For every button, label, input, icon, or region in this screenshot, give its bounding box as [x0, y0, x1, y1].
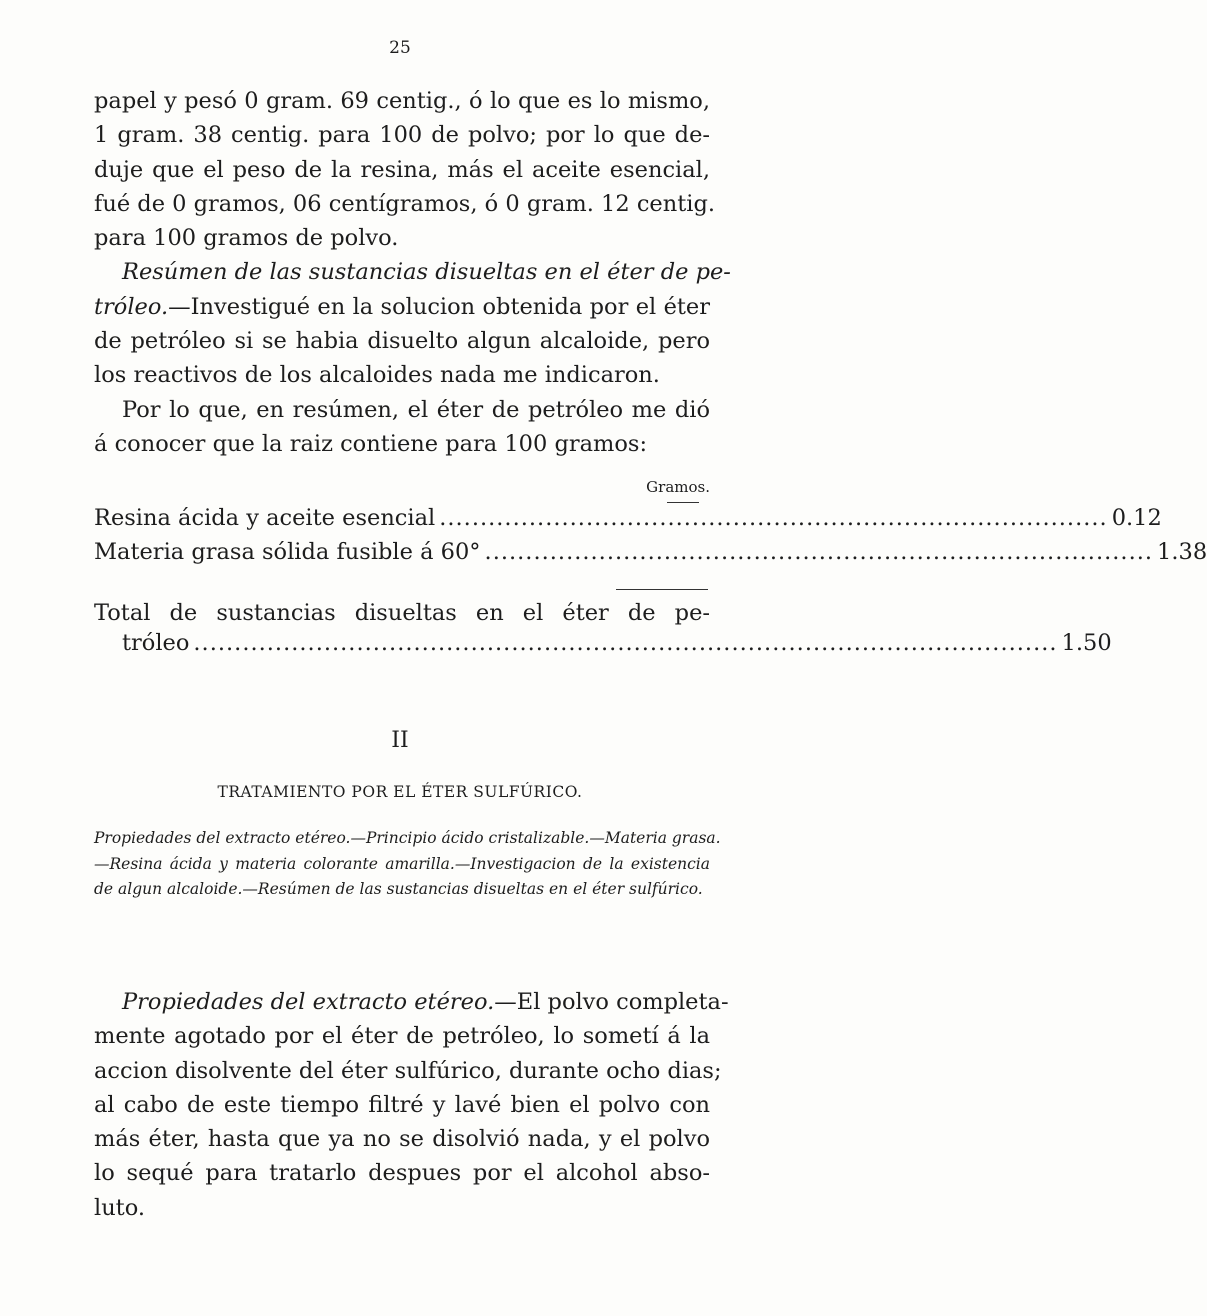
text-line: papel y pesó 0 gram. 69 centig., ó lo que es lo mismo, [94, 88, 710, 114]
leader-dots: .................................................................................. [484, 539, 1154, 565]
text-line: duje que el peso de la resina, más el aceite esencial, [94, 156, 710, 183]
total-text [94, 596, 710, 630]
page-number: 25 [389, 38, 411, 58]
row-value: 1.50 [1061, 630, 1112, 656]
text-line: 1 gram. 38 centig. para 100 de polvo; por lo que de- [94, 122, 710, 149]
section-heading-italic: Resúmen de las sustancias disueltas en el éter de pe- [122, 259, 731, 286]
text-fragment: —Investigué en la solucion obtenida por el éter [168, 293, 710, 320]
text-line [94, 985, 729, 1019]
text-line: lo sequé para tratarlo despues por el alcohol abso- [94, 1160, 710, 1187]
sum-rule [616, 589, 708, 590]
text-line: para 100 gramos de polvo. [94, 225, 399, 252]
section-number: II [391, 728, 409, 753]
row-value: 0.12 [1111, 505, 1162, 531]
leader-dots: .................................................................................. [439, 505, 1108, 531]
row-value: 1.38 [1157, 539, 1207, 565]
units-header: Gramos. [646, 478, 710, 496]
text-fragment: —El polvo completa- [494, 989, 729, 1015]
text-line: los reactivos de los alcaloides nada me indicaron. [94, 362, 660, 389]
table-row [94, 539, 1207, 573]
text-line: más éter, hasta que ya no se disolvió nada, y el polvo [94, 1126, 710, 1153]
summary-line: de algun alcaloide.—Resúmen de las sustancias disueltas en el éter sulfúrico. [94, 880, 703, 898]
summary-line: Propiedades del extracto etéreo.—Principio ácido cristalizable.—Materia grasa. [94, 829, 721, 847]
text-line: accion disolvente del éter sulfúrico, durante ocho dias; [94, 1057, 722, 1084]
leader-dots: .......................................................................................................... [193, 630, 1058, 656]
text-line [94, 255, 731, 289]
main-text-2 [94, 985, 729, 1225]
text-line: fué de 0 gramos, 06 centígramos, ó 0 gram. 12 centig. [94, 190, 716, 217]
text-line [94, 290, 710, 324]
section-heading-italic-cont: tróleo. [94, 293, 169, 320]
row-label: Resina ácida y aceite esencial [94, 505, 436, 531]
text-line: á conocer que la raiz contiene para 100 gramos: [94, 430, 648, 457]
text-line: al cabo de este tiempo filtré y lavé bien el polvo con [94, 1091, 710, 1118]
units-rule [667, 502, 699, 503]
text-line: Total de sustancias disueltas en el éter de pe- [94, 600, 710, 626]
section-title: TRATAMIENTO POR EL ÉTER SULFÚRICO. [217, 783, 583, 801]
row-label: Materia grasa sólida fusible á 60° [94, 539, 481, 565]
row-label: tróleo [122, 630, 190, 656]
text-line: de petróleo si se habia disuelto algun alcaloide, pero [94, 328, 710, 355]
summary-line: —Resina ácida y materia colorante amarilla.—Investigacion de la existencia [94, 854, 710, 873]
paragraph-heading-italic: Propiedades del extracto etéreo. [122, 989, 495, 1015]
table-row [94, 505, 1162, 539]
main-text [94, 84, 731, 461]
text-line: luto. [94, 1194, 146, 1221]
text-line: mente agotado por el éter de petróleo, lo sometí á la [94, 1023, 710, 1050]
text-line: Por lo que, en resúmen, el éter de petróleo me dió [122, 396, 710, 423]
total-row [94, 630, 1112, 664]
section-summary [94, 826, 721, 903]
